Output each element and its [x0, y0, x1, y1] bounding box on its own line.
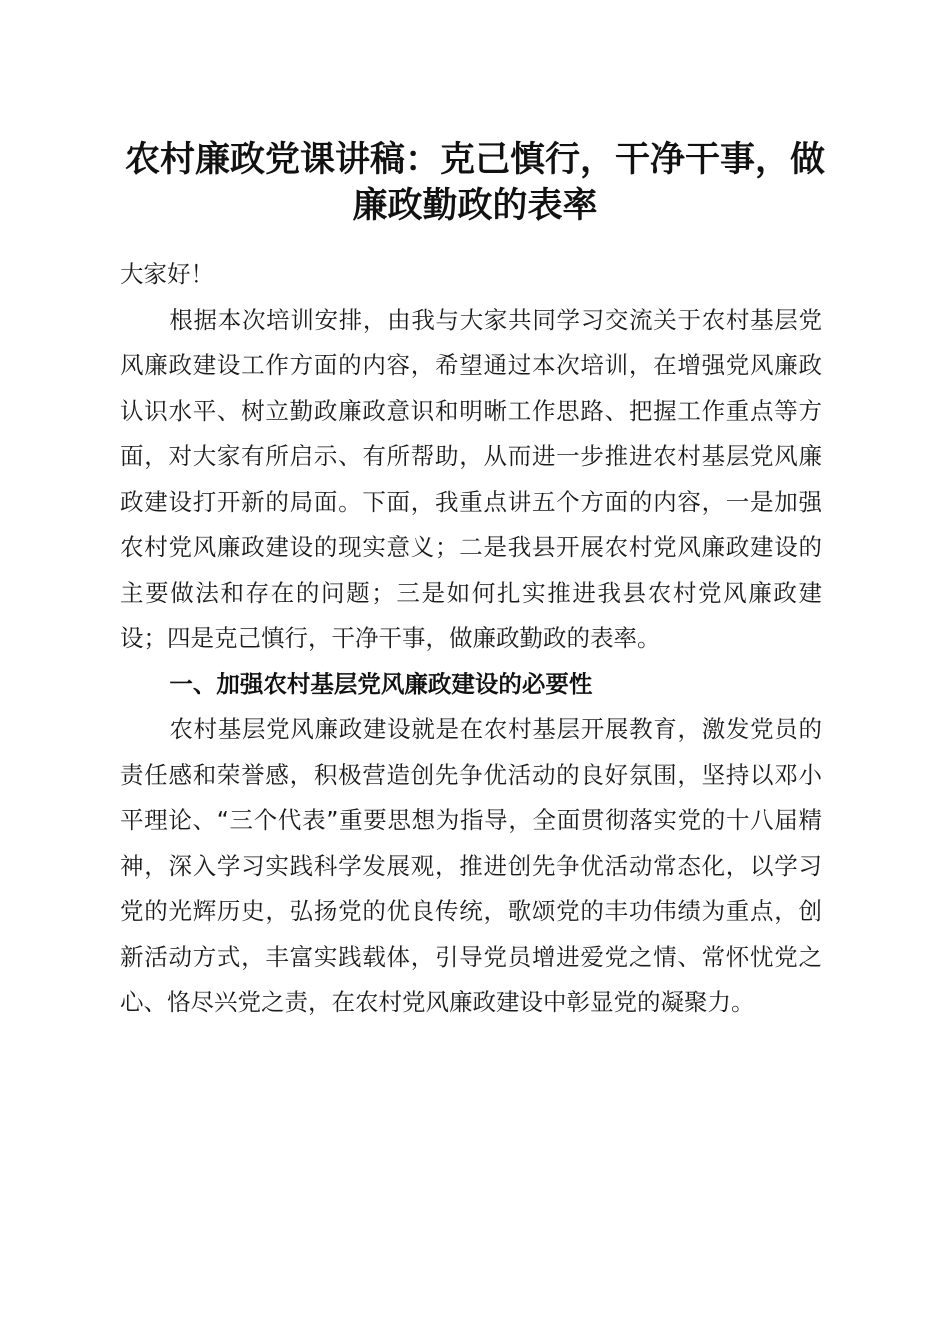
document-body [120, 252, 822, 1026]
document-title: 农村廉政党课讲稿：克己慎行，干净干事，做廉政勤政的表率 [124, 139, 825, 226]
intro-paragraph: 根据本次培训安排，由我与大家共同学习交流关于农村基层党风廉政建设工作方面的内容，希望通过本次培训，在增强党风廉政认识水平、树立勤政廉政意识和明晰工作思路、把握工作重点等方面，对大家有所启示、有所帮助，从而进一步推进农村基层党风廉政建设打开新的局面。下面，我重点讲五个方面的内容，一是加强农村党风廉政建设的现实意义；二是我县开展农村党风廉政建设的主要做法和存在的问题；三是如何扎实推进我县农村党风廉政建设；四是克己慎行，干净干事，做廉政勤政的表率。 [120, 305, 822, 652]
section-heading: 一、加强农村基层党风廉政建设的必要性 [169, 669, 593, 698]
section-paragraph: 农村基层党风廉政建设就是在农村基层开展教育，激发党员的责任感和荣誉感，积极营造创先争优活动的良好氛围，坚持以邓小平理论、“三个代表”重要思想为指导，全面贯彻落实党的十八届精神，深入学习实践科学发展观，推进创先争优活动常态化，以学习党的光辉历史，弘扬党的优良传统，歌颂党的丰功伟绩为重点，创新活动方式，丰富实践载体，引导党员增进爱党之情、常怀忧党之心、恪尽兴党之责，在农村党风廉政建设中彰显党的凝聚力。 [120, 715, 822, 1016]
greeting: 大家好！ [120, 260, 214, 288]
